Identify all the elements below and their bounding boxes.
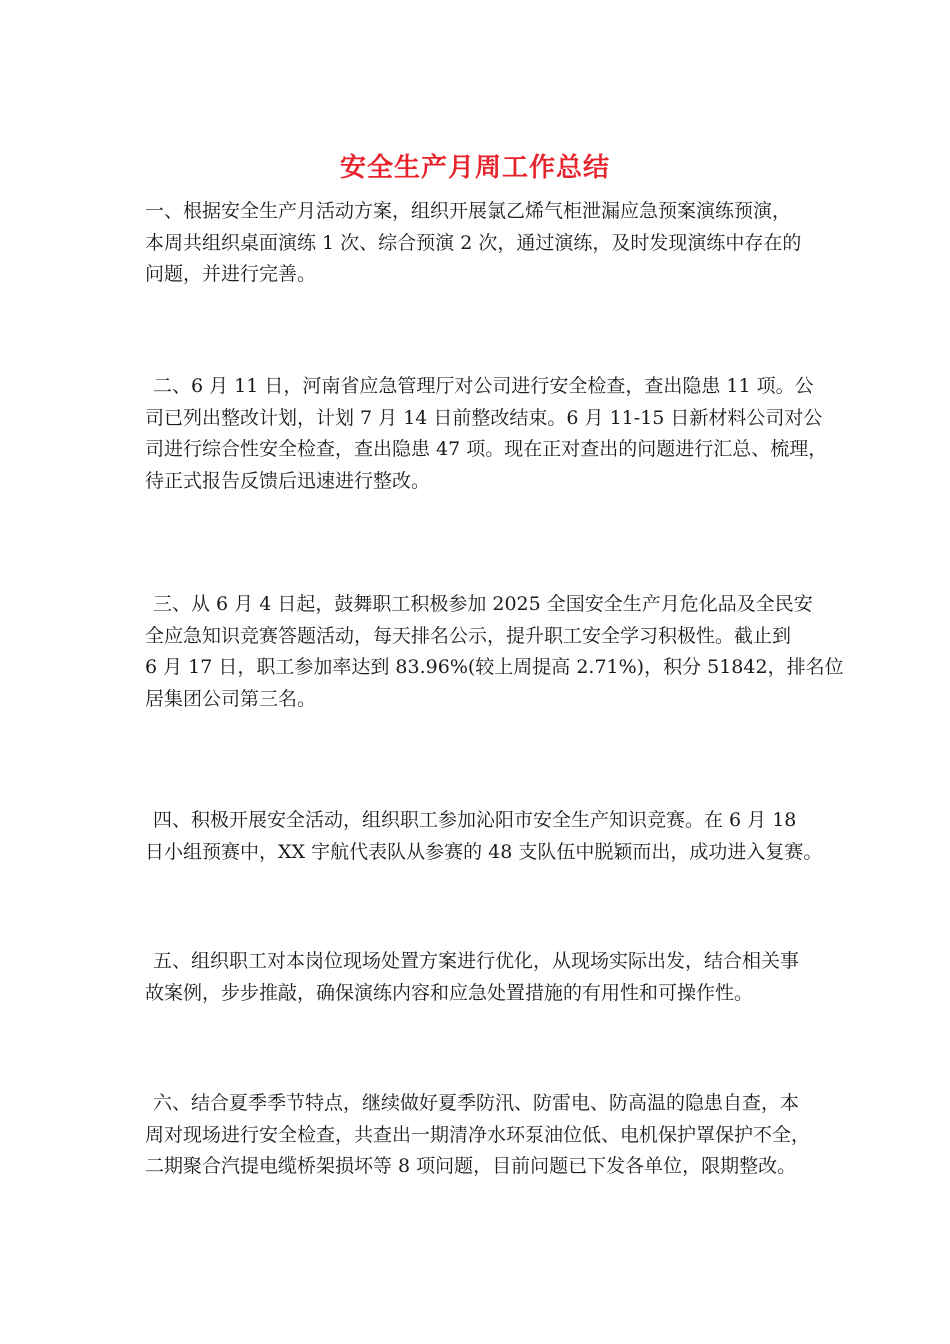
paragraph-line: 四、积极开展安全活动，组织职工参加沁阳市安全生产知识竞赛。在 6 月 18: [153, 809, 797, 831]
paragraph-line: 本周共组织桌面演练 1 次、综合预演 2 次，通过演练，及时发现演练中存在的: [145, 231, 802, 254]
paragraph-5: [145, 946, 815, 1009]
document-title: 安全生产月周工作总结: [339, 153, 610, 183]
paragraph-line: 故案例，步步推敲，确保演练内容和应急处置措施的有用性和可操作性。: [145, 981, 754, 1004]
paragraph-line: 待正式报告反馈后迅速进行整改。: [145, 469, 431, 492]
paragraph-line: 居集团公司第三名。: [145, 687, 317, 710]
paragraph-line: 五、组织职工对本岗位现场处置方案进行优化，从现场实际出发，结合相关事: [153, 950, 800, 972]
paragraph-line: 6 月 17 日，职工参加率达到 83.96%(较上周提高 2.71%)，积分 51842，排名位: [145, 656, 844, 678]
paragraph-line: 二、6 月 11 日，河南省应急管理厅对公司进行安全检查，查出隐患 11 项。公: [153, 375, 814, 397]
paragraph-line: 全应急知识竞赛答题活动，每天排名公示，提升职工安全学习积极性。截止到: [145, 624, 792, 647]
paragraph-line: 六、结合夏季季节特点，继续做好夏季防汛、防雷电、防高温的隐患自查，本: [153, 1092, 800, 1114]
paragraph-4: [145, 805, 823, 868]
paragraph-2: [145, 371, 828, 497]
paragraph-line: 司已列出整改计划，计划 7 月 14 日前整改结束。6 月 11-15 日新材料公司对公: [145, 406, 823, 429]
paragraph-line: 二期聚合汽提电缆桥架损坏等 8 项问题，目前问题已下发各单位，限期整改。: [145, 1155, 797, 1177]
paragraph-line: 问题，并进行完善。: [145, 263, 317, 285]
paragraph-6: [145, 1088, 815, 1183]
paragraph-line: 司进行综合性安全检查，查出隐患 47 项。现在正对查出的问题进行汇总、梳理，: [145, 438, 828, 460]
paragraph-line: 周对现场进行安全检查，共查出一期清净水环泵油位低、电机保护罩保护不全，: [145, 1123, 811, 1146]
paragraph-line: 三、从 6 月 4 日起，鼓舞职工积极参加 2025 全国安全生产月危化品及全民安: [153, 593, 813, 615]
paragraph-line: 一、根据安全生产月活动方案，组织开展氯乙烯气柜泄漏应急预案演练预演，: [145, 200, 792, 222]
paragraph-line: 日小组预赛中，XX 宇航代表队从参赛的 48 支队伍中脱颖而出，成功进入复赛。: [145, 840, 823, 863]
paragraph-3: [145, 589, 844, 715]
paragraph-1: [145, 196, 815, 291]
